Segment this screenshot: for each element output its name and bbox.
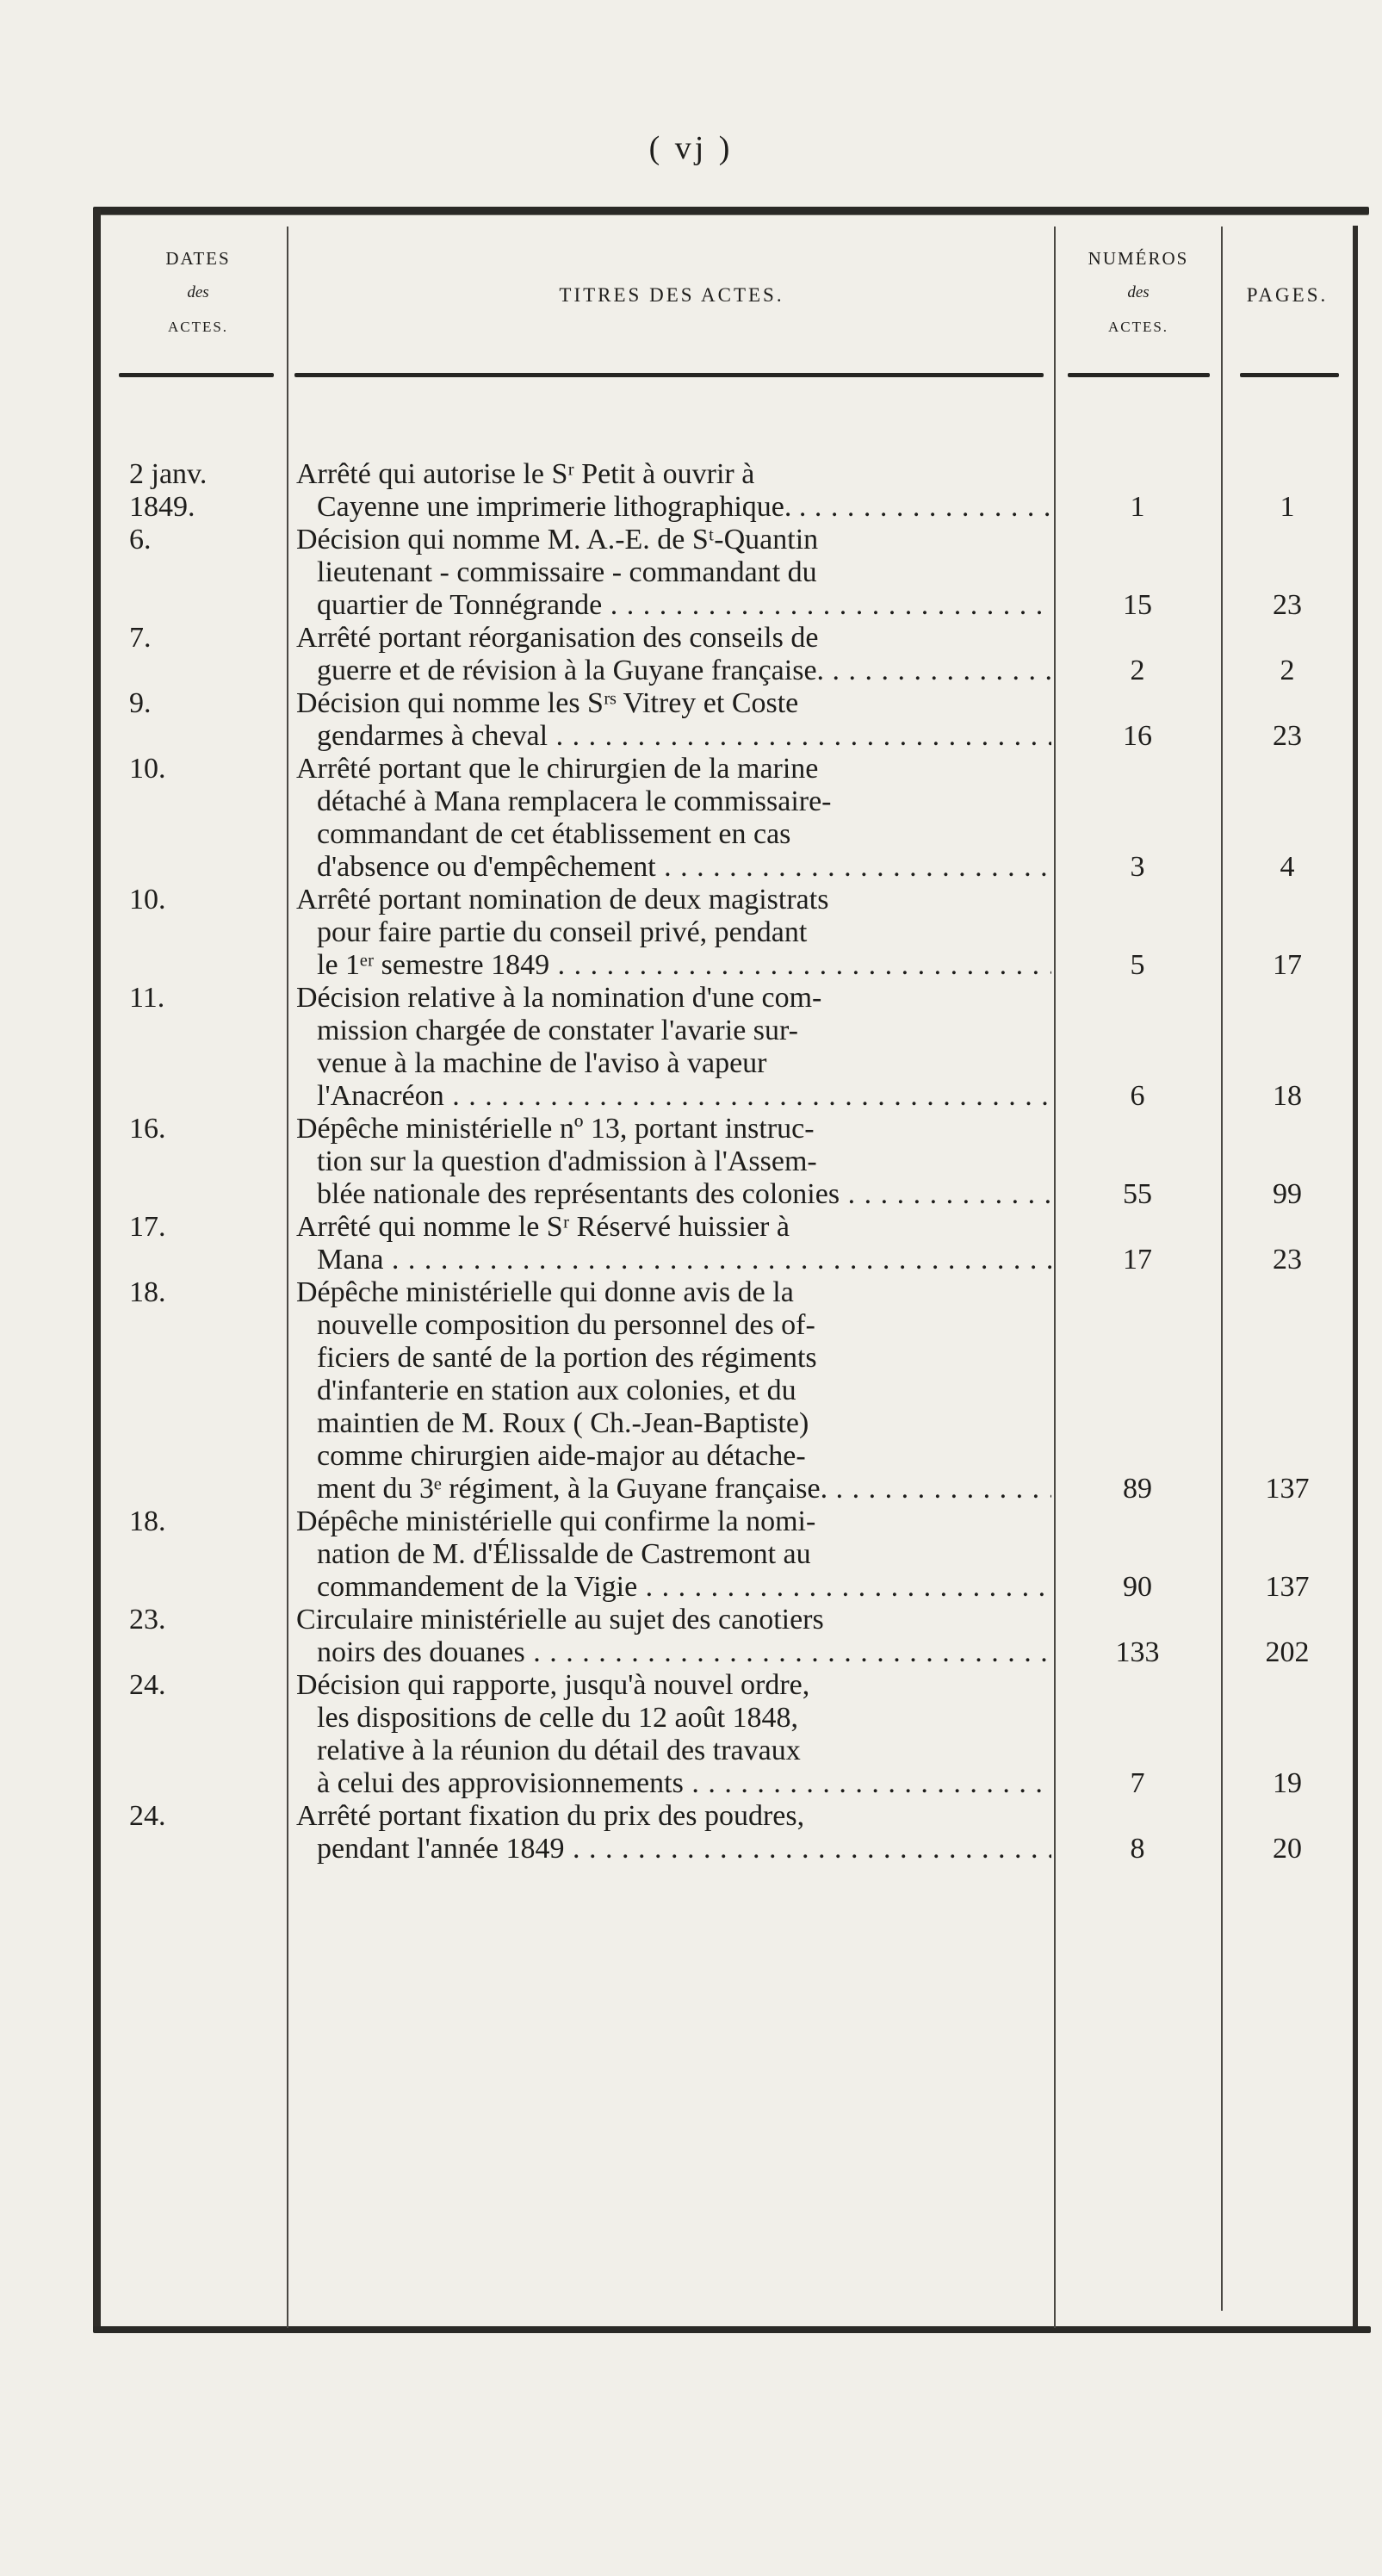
act-page: 2 bbox=[1280, 655, 1295, 686]
act-number: 2 bbox=[1130, 655, 1145, 686]
act-date: 10. bbox=[129, 884, 166, 916]
act-entry bbox=[0, 1800, 1382, 1865]
act-page: 137 bbox=[1265, 1571, 1310, 1603]
act-date: 6. bbox=[129, 524, 152, 556]
act-title bbox=[288, 1113, 1053, 1211]
act-entry bbox=[0, 1113, 1382, 1211]
act-title-line: Décision qui rapporte, jusqu'à nouvel ordre, bbox=[296, 1669, 810, 1701]
act-title-line: Cayenne une imprimerie lithographique. . . . . bbox=[296, 491, 1051, 524]
act-title bbox=[288, 1211, 1053, 1276]
act-title-line: maintien de M. Roux ( Ch.-Jean-Baptiste) bbox=[317, 1407, 809, 1439]
act-page: 1 bbox=[1280, 491, 1295, 523]
act-title-line: d'absence ou d'empêchement . . . bbox=[296, 851, 1051, 884]
act-page: 23 bbox=[1273, 589, 1302, 621]
act-title-line: Arrêté qui nomme le Sʳ Réservé huissier à bbox=[296, 1211, 790, 1243]
act-date: 18. bbox=[129, 1276, 166, 1308]
act-title-line: guerre et de révision à la Guyane française. . . . bbox=[296, 655, 1051, 687]
act-title-line: lieutenant - commissaire - commandant du bbox=[317, 556, 817, 588]
act-title-line: les dispositions de celle du 12 août 1848, bbox=[317, 1702, 799, 1734]
act-title-line: Mana . . . bbox=[296, 1244, 1051, 1276]
act-page: 137 bbox=[1265, 1473, 1310, 1505]
act-title-line: Arrêté portant que le chirurgien de la marine bbox=[296, 753, 819, 785]
act-number: 89 bbox=[1123, 1473, 1152, 1505]
act-number: 5 bbox=[1130, 949, 1145, 981]
act-title bbox=[288, 1276, 1053, 1505]
act-title-line: l'Anacréon . . . bbox=[296, 1080, 1051, 1113]
act-title-line: venue à la machine de l'aviso à vapeur bbox=[317, 1047, 767, 1079]
act-title bbox=[288, 753, 1053, 884]
act-number: 90 bbox=[1123, 1571, 1152, 1603]
act-number: 55 bbox=[1123, 1178, 1152, 1210]
act-title bbox=[288, 1604, 1053, 1669]
act-title-line: Dépêche ministérielle qui donne avis de la bbox=[296, 1276, 794, 1308]
act-entry bbox=[0, 884, 1382, 982]
act-page: 23 bbox=[1273, 1244, 1302, 1276]
act-title-line: pendant l'année 1849 . . . bbox=[296, 1833, 1051, 1865]
act-title-line: comme chirurgien aide-major au détache- bbox=[317, 1440, 806, 1472]
act-title-line: mission chargée de constater l'avarie sur- bbox=[317, 1015, 798, 1046]
act-entry bbox=[0, 1505, 1382, 1604]
act-date: 18. bbox=[129, 1505, 166, 1537]
act-number: 16 bbox=[1123, 720, 1152, 752]
act-title bbox=[288, 524, 1053, 622]
act-title-line: Arrêté portant réorganisation des conseils de bbox=[296, 622, 819, 654]
act-title bbox=[288, 458, 1053, 524]
act-number: 1 bbox=[1130, 491, 1145, 523]
act-date: 11. bbox=[129, 982, 165, 1014]
act-entry bbox=[0, 753, 1382, 884]
act-title-line: à celui des approvisionnements . . . bbox=[296, 1767, 1051, 1800]
act-title-line: commandant de cet établissement en cas bbox=[317, 818, 791, 850]
act-date: 7. bbox=[129, 622, 152, 654]
act-title-line: blée nationale des représentants des colonies . . . bbox=[296, 1178, 1051, 1211]
act-title-line: le 1ᵉʳ semestre 1849 . . . bbox=[296, 949, 1051, 982]
act-entry bbox=[0, 622, 1382, 687]
act-number: 17 bbox=[1123, 1244, 1152, 1276]
act-page: 19 bbox=[1273, 1767, 1302, 1799]
act-title-line: pour faire partie du conseil privé, pendant bbox=[317, 916, 808, 948]
act-date: 10. bbox=[129, 753, 166, 785]
header-pages: PAGES. bbox=[1246, 284, 1329, 306]
act-entry bbox=[0, 1276, 1382, 1505]
act-entry bbox=[0, 1211, 1382, 1276]
act-date: 9. bbox=[129, 687, 152, 719]
act-entry bbox=[0, 687, 1382, 753]
header-numeros: NUMÉROS des ACTES. bbox=[1088, 248, 1189, 335]
act-title-line: nouvelle composition du personnel des of- bbox=[317, 1309, 815, 1341]
header-rule bbox=[1240, 373, 1339, 377]
act-title-line: d'infanterie en station aux colonies, et du bbox=[317, 1375, 796, 1406]
act-number: 8 bbox=[1130, 1833, 1145, 1865]
act-entry bbox=[0, 524, 1382, 622]
act-number: 3 bbox=[1130, 851, 1145, 883]
act-title bbox=[288, 1505, 1053, 1604]
act-page: 202 bbox=[1265, 1636, 1310, 1668]
act-title-line: Dépêche ministérielle nº 13, portant instruc- bbox=[296, 1113, 815, 1145]
act-date: 16. bbox=[129, 1113, 166, 1145]
act-title-line: détaché à Mana remplacera le commissaire- bbox=[317, 785, 832, 817]
header-titles: TITRES DES ACTES. bbox=[559, 284, 784, 306]
act-number: 133 bbox=[1115, 1636, 1160, 1668]
act-title-line: relative à la réunion du détail des travaux bbox=[317, 1735, 801, 1766]
table-top-border bbox=[93, 207, 1369, 214]
act-title bbox=[288, 982, 1053, 1113]
act-title-line: Décision relative à la nomination d'une com- bbox=[296, 982, 822, 1014]
act-title bbox=[288, 687, 1053, 753]
act-title-line: Décision qui nomme les Sʳˢ Vitrey et Coste bbox=[296, 687, 799, 719]
act-title bbox=[288, 884, 1053, 982]
act-title-line: ficiers de santé de la portion des régiments bbox=[317, 1342, 817, 1374]
act-title-line: noirs des douanes . . . bbox=[296, 1636, 1051, 1669]
act-title-line: quartier de Tonnégrande . . . bbox=[296, 589, 1051, 622]
act-date: 24. bbox=[129, 1800, 166, 1832]
act-entry bbox=[0, 982, 1382, 1113]
act-date: 24. bbox=[129, 1669, 166, 1701]
act-title-line: Circulaire ministérielle au sujet des canotiers bbox=[296, 1604, 824, 1636]
act-title-line: ment du 3ᵉ régiment, à la Guyane française. . . . bbox=[296, 1473, 1051, 1505]
act-number: 7 bbox=[1130, 1767, 1145, 1799]
act-title bbox=[288, 1800, 1053, 1865]
act-page: 23 bbox=[1273, 720, 1302, 752]
act-entry bbox=[0, 458, 1382, 524]
act-title-line: Décision qui nomme M. A.-E. de Sᵗ-Quantin bbox=[296, 524, 819, 556]
act-page: 20 bbox=[1273, 1833, 1302, 1865]
act-date: 2 janv. 1849. bbox=[129, 458, 208, 523]
act-number: 6 bbox=[1130, 1080, 1145, 1112]
act-title-line: Arrêté portant fixation du prix des poudres, bbox=[296, 1800, 805, 1832]
act-title-line: commandement de la Vigie . . . bbox=[296, 1571, 1051, 1604]
act-title-line: Arrêté portant nomination de deux magistrats bbox=[296, 884, 829, 916]
act-entry bbox=[0, 1669, 1382, 1800]
entries-list bbox=[0, 458, 1382, 1865]
act-entry bbox=[0, 1604, 1382, 1669]
page-number: ( vj ) bbox=[648, 130, 734, 166]
act-title-line: Arrêté qui autorise le Sʳ Petit à ouvrir à bbox=[296, 458, 755, 490]
act-title-line: gendarmes à cheval . . . bbox=[296, 720, 1051, 753]
act-title bbox=[288, 1669, 1053, 1800]
header-rule bbox=[1068, 373, 1210, 377]
act-title-line: nation de M. d'Élissalde de Castremont au bbox=[317, 1538, 811, 1570]
act-page: 99 bbox=[1273, 1178, 1302, 1210]
act-date: 17. bbox=[129, 1211, 166, 1243]
act-number: 15 bbox=[1123, 589, 1152, 621]
header-dates: DATES des ACTES. bbox=[165, 248, 231, 335]
header-rule bbox=[119, 373, 274, 377]
act-page: 4 bbox=[1280, 851, 1295, 883]
act-page: 18 bbox=[1273, 1080, 1302, 1112]
header-rule bbox=[294, 373, 1044, 377]
act-date: 23. bbox=[129, 1604, 166, 1636]
act-page: 17 bbox=[1273, 949, 1302, 981]
act-title bbox=[288, 622, 1053, 687]
act-title-line: tion sur la question d'admission à l'Assem- bbox=[317, 1145, 817, 1177]
act-title-line: Dépêche ministérielle qui confirme la nomi- bbox=[296, 1505, 816, 1537]
table-bottom-border bbox=[93, 2326, 1371, 2333]
